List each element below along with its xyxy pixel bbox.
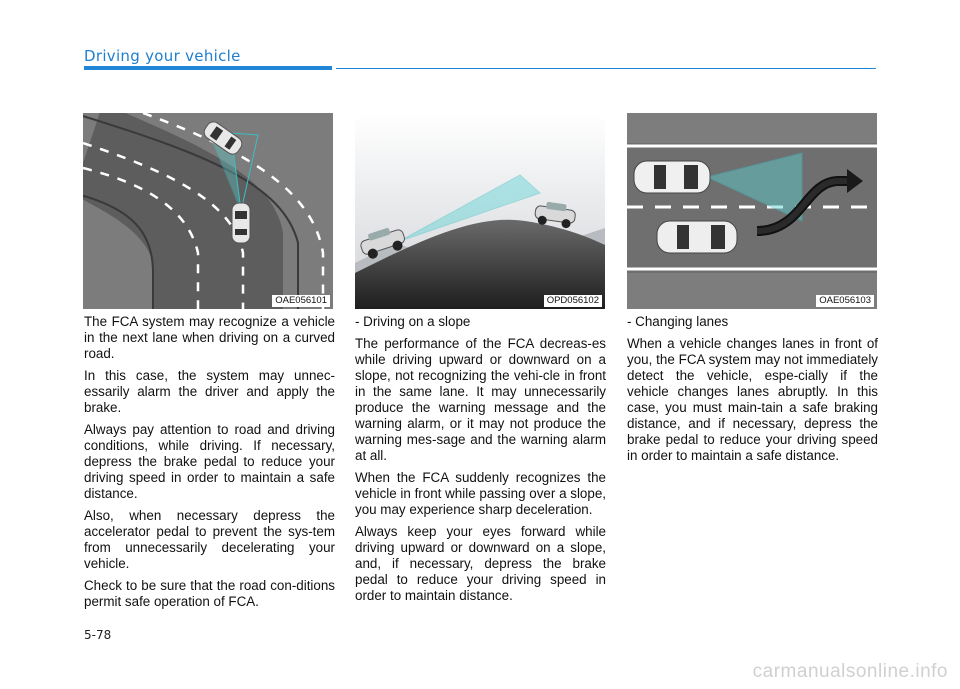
paragraph: When the FCA suddenly recognizes the vehicle in front while passing over a slope, you may experience sharp deceleration.	[355, 470, 606, 517]
header-rule-thick	[84, 66, 332, 70]
paragraph: In this case, the system may unnec-essarily alarm the driver and apply the brake.	[84, 368, 335, 415]
paragraph: Also, when necessary depress the accelerator pedal to prevent the sys-tem from unnecessarily decelerating your vehicle.	[84, 508, 335, 571]
section-title: Driving your vehicle	[84, 47, 241, 65]
curved-road-illustration	[83, 113, 333, 309]
slope-illustration	[355, 113, 605, 309]
figure-code: OAE056101	[272, 295, 330, 307]
lane-change-illustration	[627, 113, 877, 309]
paragraph: The FCA system may recognize a vehicle in the next lane when driving on a curved road.	[84, 314, 335, 361]
paragraph: Check to be sure that the road con-ditions permit safe operation of FCA.	[84, 578, 335, 609]
figure-slope	[355, 113, 605, 309]
text-column-1	[84, 314, 335, 616]
figure-curved-road	[83, 113, 333, 309]
figure-code: OAE056103	[816, 295, 874, 307]
text-column-3	[627, 314, 878, 470]
page-number: 5-78	[84, 628, 112, 642]
figure-changing-lanes	[627, 113, 877, 309]
paragraph: The performance of the FCA decreas-es while driving upward or downward on a slope, not recognizing the vehi-cle in front in the same lane. It may unnecessarily produce the warning message and the warning alarm, or it may not produce the warning mes-sage and the warning alarm at all.	[355, 336, 606, 463]
paragraph: When a vehicle changes lanes in front of you, the FCA system may not immediately detect the vehicle, espe-cially if the vehicle changes lanes abruptly. In this case, you must main-tain a safe braking distance, and if necessary, depress the brake pedal to reduce your driving speed in order to maintain a safe distance.	[627, 336, 878, 463]
paragraph: Always keep your eyes forward while driving upward or downward on a slope, and, if necessary, depress the brake pedal to reduce your driving speed in order to maintain distance.	[355, 524, 606, 603]
paragraph: Always pay attention to road and driving conditions, while driving. If necessary, depress the brake pedal to reduce your driving speed in order to maintain a safe distance.	[84, 422, 335, 501]
subheading: - Driving on a slope	[355, 314, 471, 329]
text-column-2	[355, 314, 606, 610]
header-rule-thin	[336, 68, 876, 69]
watermark: carmanualsonline.info	[752, 661, 948, 682]
figure-code: OPD056102	[544, 295, 602, 307]
subheading: - Changing lanes	[627, 314, 729, 329]
